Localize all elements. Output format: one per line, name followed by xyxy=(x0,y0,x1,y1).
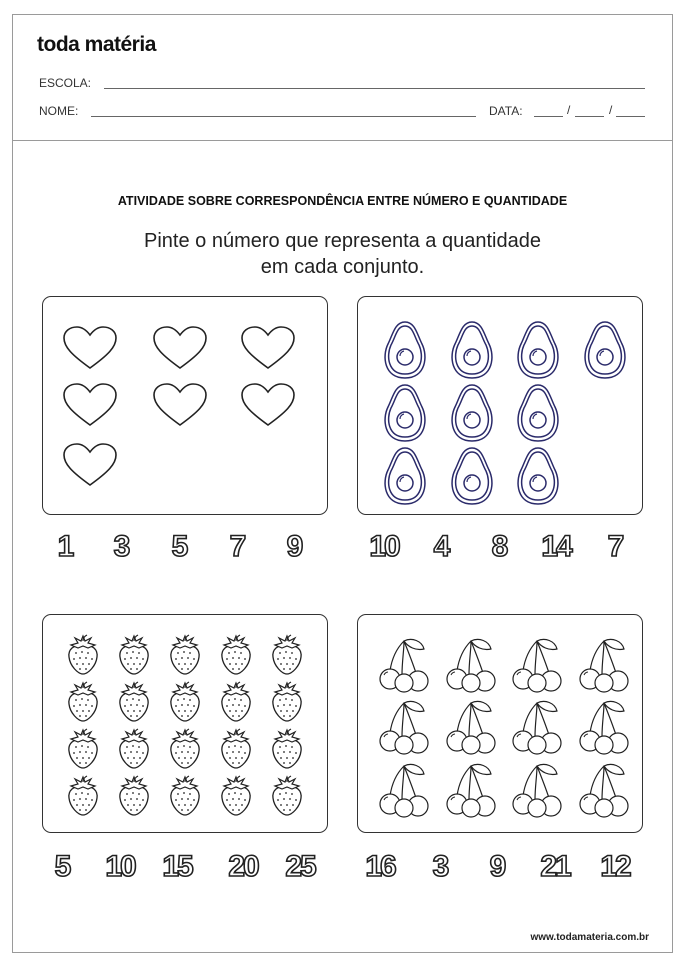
heart-icon xyxy=(152,325,208,376)
number-option[interactable]: 12 xyxy=(600,850,630,883)
strawberry-icon xyxy=(66,728,100,775)
date-label: DATA: xyxy=(489,104,523,118)
strawberry-icon xyxy=(117,775,151,822)
date-separator: / xyxy=(609,103,613,117)
footer-url: www.todamateria.com.br xyxy=(530,932,649,943)
cherry-icon xyxy=(578,699,632,760)
instruction-line: Pinte o número que representa a quantidade xyxy=(144,230,541,252)
strawberry-icon xyxy=(219,775,253,822)
cherry-icon xyxy=(378,699,432,760)
avocado-icon xyxy=(515,446,561,511)
number-option[interactable]: 15 xyxy=(162,850,192,883)
header-divider xyxy=(12,140,673,141)
activity-title: ATIVIDADE SOBRE CORRESPONDÊNCIA ENTRE NÚMERO E QUANTIDADE xyxy=(117,194,568,208)
date-year-field[interactable] xyxy=(616,116,645,117)
strawberry-icon xyxy=(168,634,202,681)
strawberry-icon xyxy=(117,681,151,728)
number-option[interactable]: 16 xyxy=(365,850,395,883)
date-separator: / xyxy=(567,103,571,117)
strawberry-icon xyxy=(66,681,100,728)
cherry-icon xyxy=(445,762,499,823)
name-label: NOME: xyxy=(39,104,79,118)
number-option[interactable]: 3 xyxy=(113,530,129,563)
strawberry-icon xyxy=(168,728,202,775)
logo: toda matéria xyxy=(37,33,156,56)
avocado-icon xyxy=(382,383,428,448)
heart-icon xyxy=(152,382,208,433)
avocado-icon xyxy=(449,383,495,448)
cherry-icon xyxy=(445,699,499,760)
date-month-field[interactable] xyxy=(575,116,604,117)
number-option[interactable]: 14 xyxy=(541,530,571,563)
number-option[interactable]: 5 xyxy=(54,850,70,883)
number-option[interactable]: 1 xyxy=(57,530,73,563)
number-option[interactable]: 7 xyxy=(607,530,623,563)
strawberry-icon xyxy=(270,728,304,775)
number-option[interactable]: 10 xyxy=(105,850,135,883)
cherry-icon xyxy=(378,762,432,823)
date-day-field[interactable] xyxy=(534,116,563,117)
number-option[interactable]: 10 xyxy=(369,530,399,563)
avocado-icon xyxy=(582,320,628,385)
strawberry-icon xyxy=(117,728,151,775)
school-field[interactable] xyxy=(104,88,645,89)
number-option[interactable]: 20 xyxy=(228,850,258,883)
cherry-icon xyxy=(578,637,632,698)
strawberry-icon xyxy=(117,634,151,681)
number-option[interactable]: 9 xyxy=(286,530,302,563)
cherry-icon xyxy=(511,762,565,823)
number-option[interactable]: 4 xyxy=(433,530,449,563)
instruction xyxy=(0,228,685,280)
avocado-icon xyxy=(449,320,495,385)
strawberry-icon xyxy=(66,775,100,822)
strawberry-icon xyxy=(270,681,304,728)
strawberry-icon xyxy=(219,634,253,681)
avocado-icon xyxy=(515,320,561,385)
school-label: ESCOLA: xyxy=(39,76,92,90)
heart-icon xyxy=(62,442,118,493)
avocado-icon xyxy=(449,446,495,511)
avocado-icon xyxy=(382,446,428,511)
cherry-icon xyxy=(511,637,565,698)
avocado-icon xyxy=(382,320,428,385)
heart-icon xyxy=(62,382,118,433)
number-option[interactable]: 3 xyxy=(432,850,448,883)
cherry-icon xyxy=(511,699,565,760)
heart-icon xyxy=(240,382,296,433)
strawberry-icon xyxy=(219,681,253,728)
heart-icon xyxy=(240,325,296,376)
number-option[interactable]: 21 xyxy=(540,850,570,883)
number-option[interactable]: 7 xyxy=(229,530,245,563)
heart-icon xyxy=(62,325,118,376)
number-option[interactable]: 5 xyxy=(171,530,187,563)
number-option[interactable]: 8 xyxy=(491,530,507,563)
number-option[interactable]: 9 xyxy=(489,850,505,883)
instruction-line: em cada conjunto. xyxy=(260,256,425,278)
number-option[interactable]: 25 xyxy=(285,850,315,883)
strawberry-icon xyxy=(66,634,100,681)
strawberry-icon xyxy=(219,728,253,775)
strawberry-icon xyxy=(270,775,304,822)
strawberry-icon xyxy=(168,681,202,728)
strawberry-icon xyxy=(270,634,304,681)
cherry-icon xyxy=(445,637,499,698)
cherry-icon xyxy=(378,637,432,698)
strawberry-icon xyxy=(168,775,202,822)
cherry-icon xyxy=(578,762,632,823)
name-field[interactable] xyxy=(91,116,476,117)
avocado-icon xyxy=(515,383,561,448)
